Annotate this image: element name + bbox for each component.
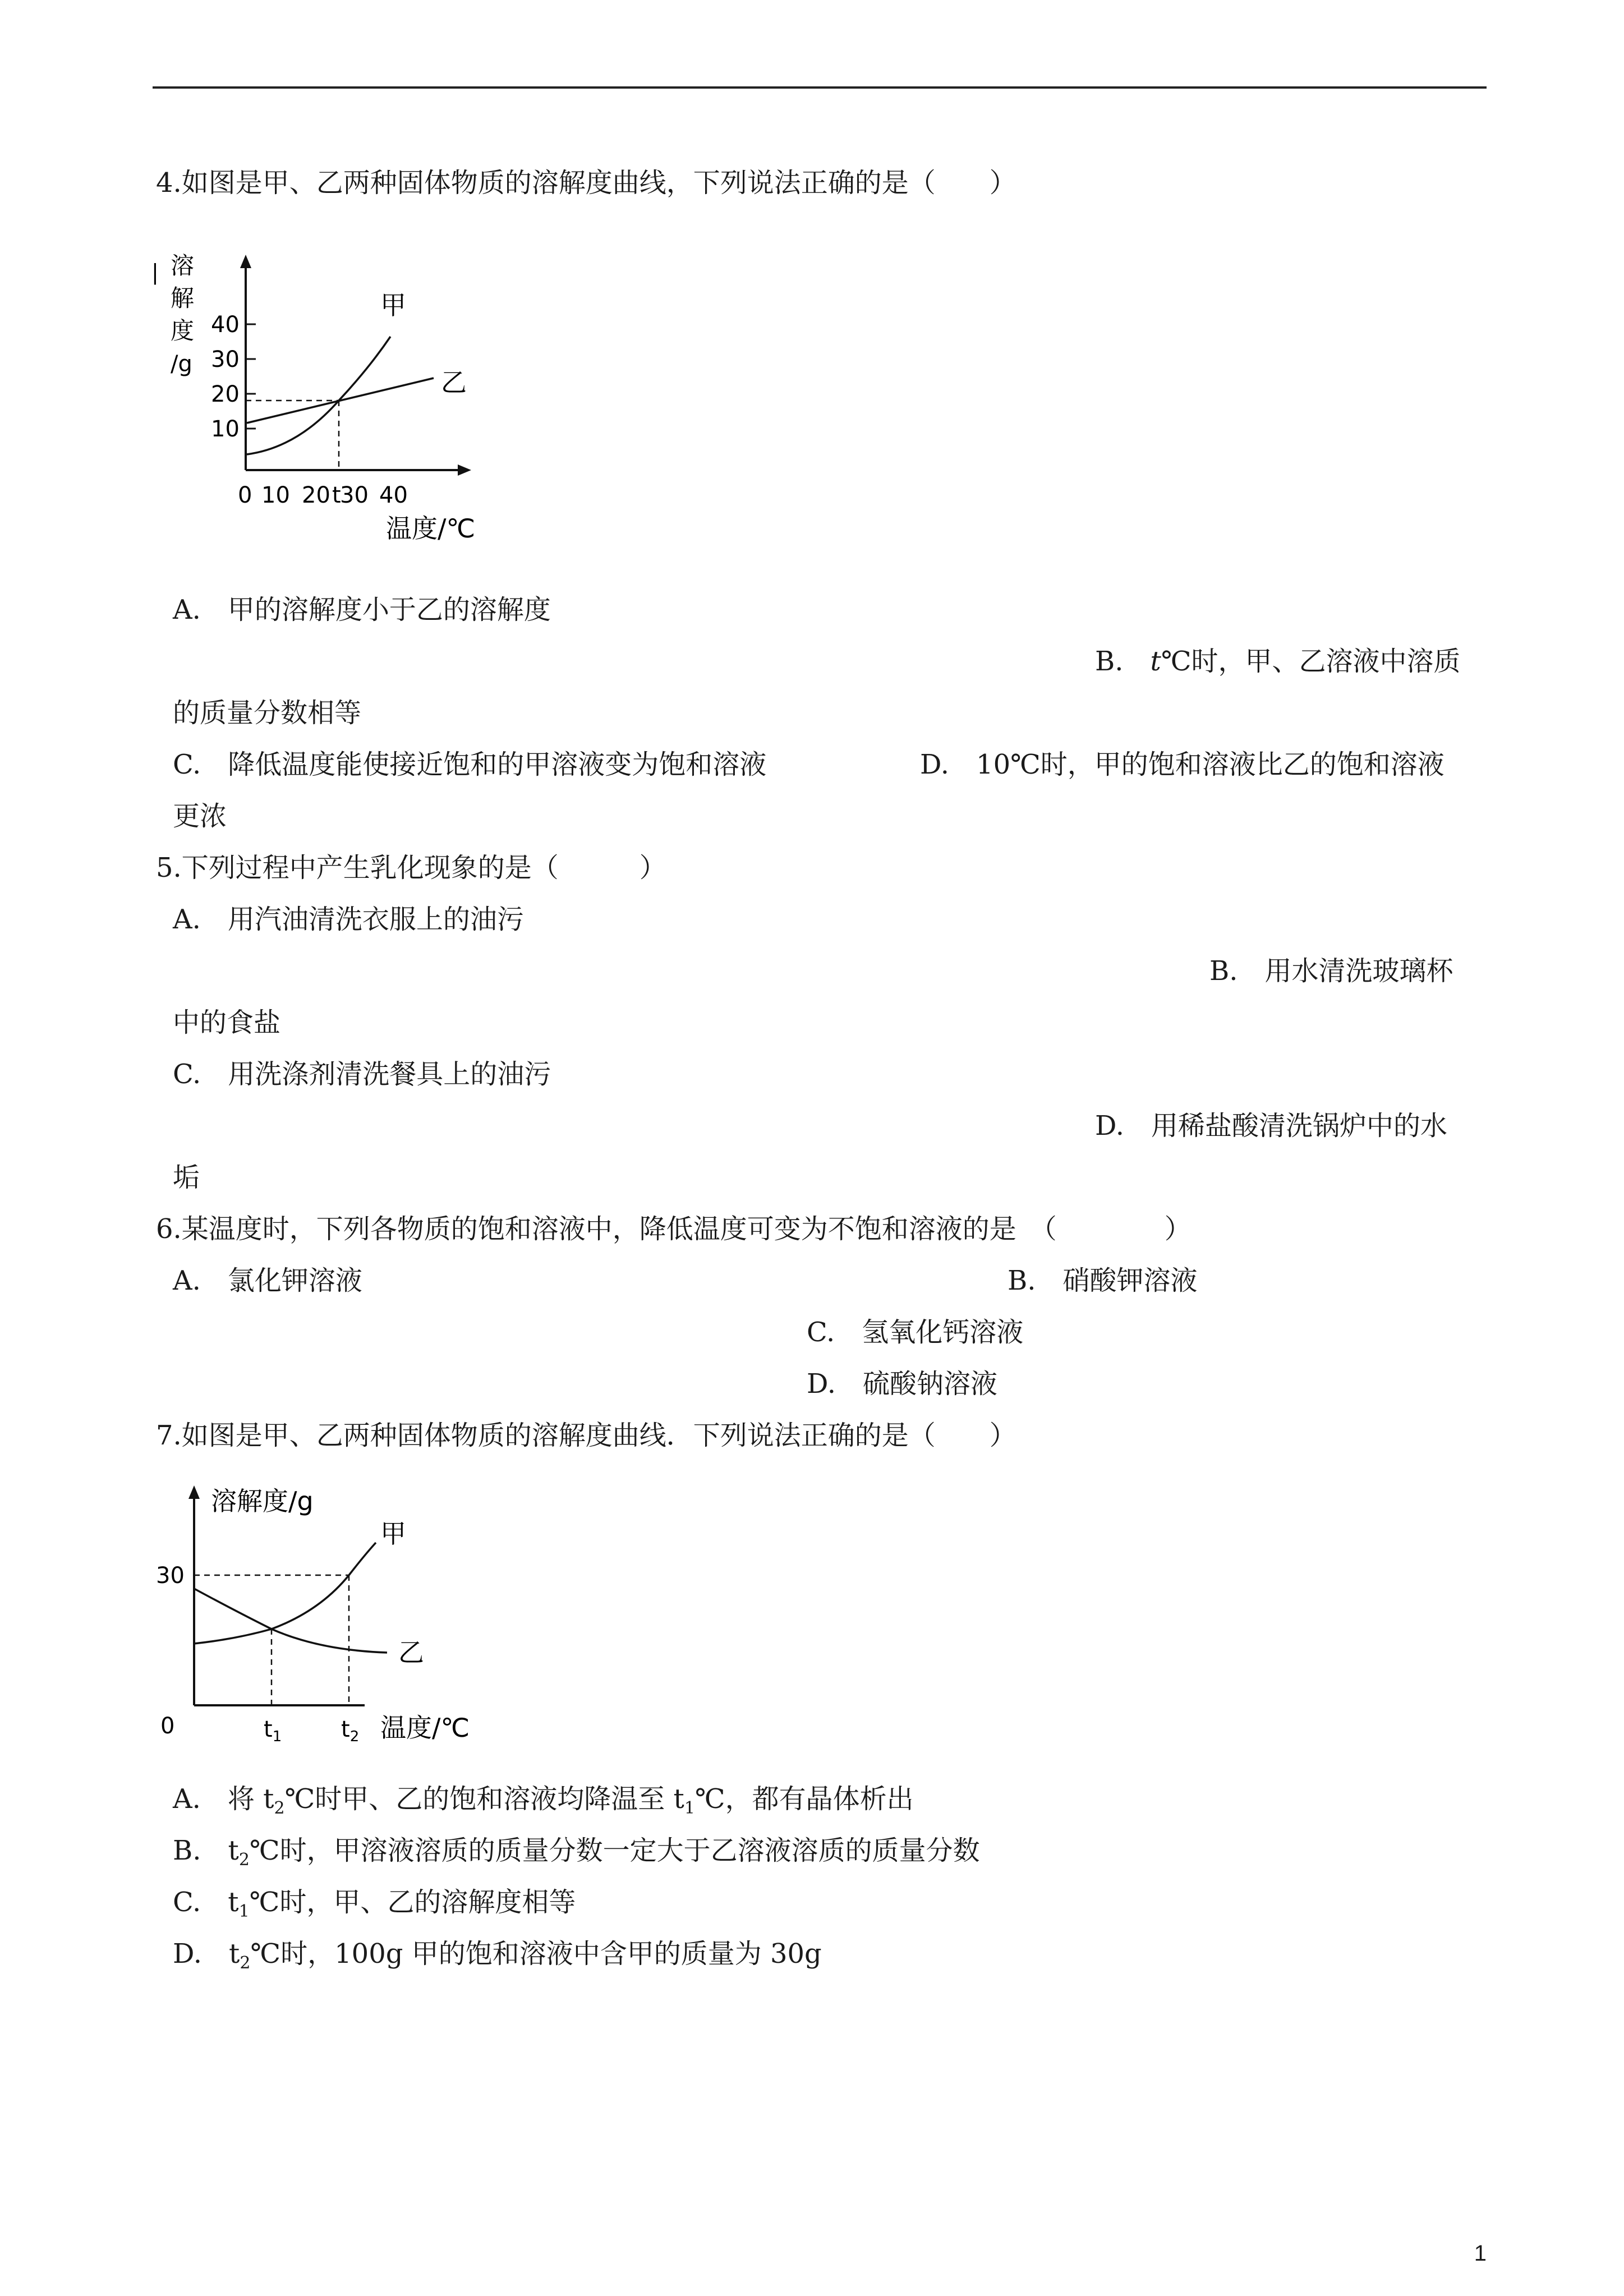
curve-yi-label: 乙 (441, 367, 467, 398)
y-axis-label: 解 (171, 284, 195, 312)
q5-option-d: D. 用稀盐酸清洗锅炉中的水 (1095, 1110, 1448, 1142)
q5-option-a: A. 用汽油清洗衣服上的油污 (173, 904, 524, 935)
y-axis-arrow (188, 1485, 200, 1499)
q5-option-b-continued: 中的食盐 (173, 1007, 281, 1038)
q6-option-c: C. 氢氧化钙溶液 (807, 1317, 1024, 1348)
q5-option-c: C. 用洗涤剂清洗餐具上的油污 (173, 1059, 551, 1090)
q6-stem: 6.某温度时，下列各物质的饱和溶液中，降低温度可变为不饱和溶液的是 （ ） (156, 1213, 1191, 1245)
y-axis-label: 溶 (171, 252, 195, 279)
q7-option-c: C. $t_1℃$时，甲、乙的溶解度相等 (173, 1887, 576, 1921)
q4-option-b: B. t℃时，甲、乙溶液中溶质 (1095, 646, 1461, 677)
q5-option-b: B. 用水清洗玻璃杯 (1209, 955, 1453, 987)
q6-option-a: A. 氯化钾溶液 (173, 1265, 362, 1296)
x-axis-arrow (458, 464, 471, 476)
q7-option-a: A. 将 $t_2℃$时甲、乙的饱和溶液均降温至 $t_1℃$，都有晶体析出 (173, 1783, 914, 1818)
q4-solubility-chart (150, 251, 498, 556)
x-tick-label: t (332, 482, 341, 508)
origin-label: 0 (160, 1713, 175, 1739)
y-tick-label: 30 (211, 347, 240, 372)
y-axis-arrow (240, 255, 251, 268)
y-tick-label: 10 (211, 416, 240, 442)
x-tick-label: $t_2$ (341, 1717, 360, 1745)
stray-mark: | (151, 260, 159, 284)
y-tick-label: 30 (156, 1563, 185, 1589)
curve-jia-label: 甲 (380, 290, 406, 320)
x-tick-label: 0 (238, 482, 252, 508)
q6-option-d: D. 硫酸钠溶液 (807, 1368, 998, 1400)
y-axis-label: /g (171, 351, 192, 377)
x-axis-label: 温度/℃ (386, 513, 476, 544)
x-tick-label: 40 (379, 482, 408, 508)
header-rule (153, 86, 1487, 89)
q4-option-b-continued: 的质量分数相等 (173, 697, 362, 729)
q7-stem: 7.如图是甲、乙两种固体物质的溶解度曲线．下列说法正确的是（ ） (156, 1420, 1016, 1451)
y-tick-label: 40 (211, 312, 240, 338)
x-tick-label: 20 (302, 482, 330, 508)
curve-yi-label: 乙 (398, 1637, 424, 1668)
q7-option-b: B. $t_2℃$时，甲溶液溶质的质量分数一定大于乙溶液溶质的质量分数 (173, 1835, 980, 1870)
q5-stem: 5.下列过程中产生乳化现象的是（ ） (156, 852, 666, 884)
page-number: 1 (1474, 2241, 1487, 2266)
x-axis-label: 温度/℃ (380, 1713, 470, 1743)
q4-stem: 4.如图是甲、乙两种固体物质的溶解度曲线，下列说法正确的是（ ） (156, 167, 1016, 199)
q4-option-c: C. 降低温度能使接近饱和的甲溶液变为饱和溶液 (173, 749, 767, 780)
q6-option-b: B. 硝酸钾溶液 (1007, 1265, 1198, 1296)
y-tick-label: 20 (211, 381, 240, 407)
q7-solubility-chart (151, 1476, 488, 1759)
y-axis-label: 溶解度/g (211, 1486, 314, 1516)
curve-jia-label: 甲 (380, 1519, 406, 1549)
q4-option-d-continued: 更浓 (173, 800, 227, 832)
x-tick-label: 10 (261, 482, 290, 508)
y-axis-label: 度 (171, 317, 195, 344)
curve-yi (247, 378, 434, 423)
q7-option-d: D. $t_2℃$时，100g 甲的饱和溶液中含甲的质量为 30g (173, 1938, 822, 1973)
q4-option-a: A. 甲的溶解度小于乙的溶解度 (173, 594, 551, 625)
x-tick-label: $t_1$ (264, 1717, 282, 1745)
x-tick-label: 30 (340, 482, 369, 508)
curve-jia (247, 337, 390, 454)
q5-option-d-continued: 垢 (173, 1162, 200, 1193)
q4-option-d: D. 10℃时，甲的饱和溶液比乙的饱和溶液 (920, 749, 1444, 780)
